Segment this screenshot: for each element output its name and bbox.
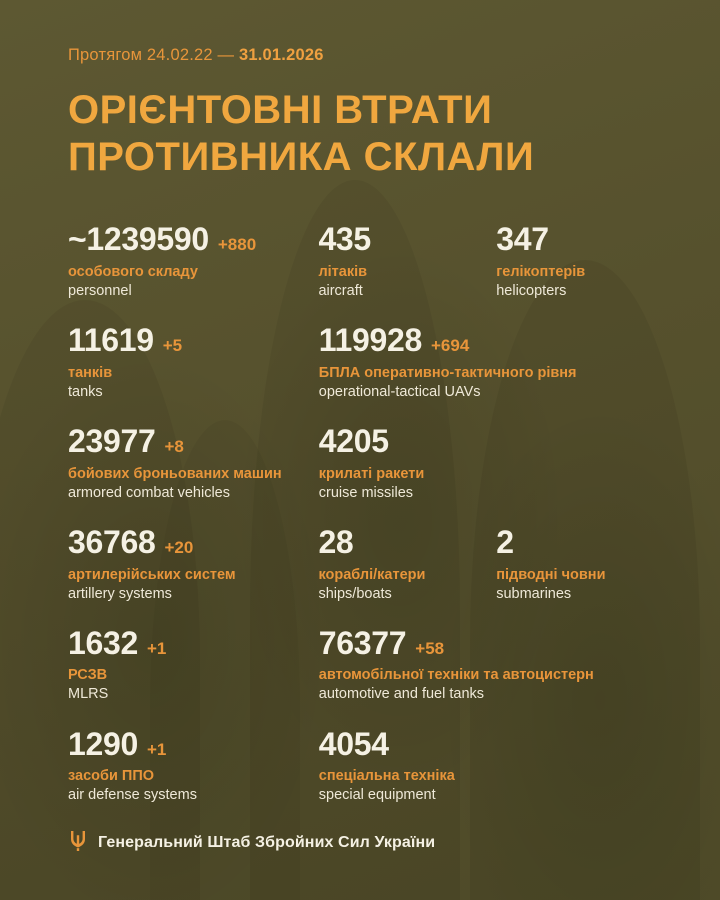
page-title-line-1: ОРІЄНТОВНІ ВТРАТИ	[68, 88, 493, 132]
stat-label-en: special equipment	[318, 787, 436, 804]
stat-value: 36768	[68, 523, 156, 560]
stat-label-en: cruise missiles	[318, 484, 414, 501]
stat-label-ua: гелікоптерів	[496, 263, 586, 280]
stats-row	[68, 725, 674, 805]
stat-submarines	[496, 523, 674, 603]
stat-label-ua: особового складу	[68, 263, 198, 280]
stat-tanks	[68, 324, 319, 401]
stat-label-en: operational-tactical UAVs	[318, 383, 481, 400]
stat-delta: +880	[217, 235, 257, 255]
dateline-date: 31.01.2026	[239, 46, 324, 64]
stat-value-row	[68, 523, 306, 560]
stat-value-row	[68, 324, 307, 358]
stat-label-en: submarines	[496, 585, 572, 602]
stat-helicopters	[496, 223, 674, 300]
stat-label-en: tanks	[68, 383, 103, 400]
stat-aircraft	[318, 223, 496, 300]
stat-label-en: air defense systems	[68, 787, 197, 804]
stat-label-ua: РСЗВ	[68, 667, 108, 684]
stat-value: 119928	[318, 322, 422, 359]
stat-label-ua: підводні човни	[496, 566, 606, 583]
stat-value: 76377	[318, 624, 407, 661]
stat-label-ua: спеціальна техніка	[318, 768, 455, 785]
stat-label-en: helicopters	[496, 283, 567, 300]
stat-value-row	[318, 523, 484, 560]
stat-value: 4054	[318, 725, 389, 762]
stat-value-row	[318, 624, 662, 661]
stat-label-ua: артилерійських систем	[68, 566, 236, 583]
trident-icon	[70, 830, 86, 856]
stat-delta: +8	[164, 437, 184, 457]
stat-automotive	[318, 624, 674, 704]
stat-value: 11619	[68, 322, 154, 359]
stat-value-row	[496, 223, 662, 257]
page-title	[68, 87, 674, 181]
footer	[68, 830, 674, 856]
stat-value: 4205	[318, 423, 389, 460]
stat-cruise-missiles	[319, 425, 674, 502]
stat-value: 347	[496, 221, 549, 258]
stat-label-ua: літаків	[318, 263, 368, 280]
stat-label-ua: кораблі/катери	[318, 566, 426, 583]
stats-row	[68, 425, 674, 502]
page-title-line-2: ПРОТИВНИКА СКЛАЛИ	[68, 135, 535, 180]
stat-mlrs	[68, 624, 319, 704]
stat-special-equipment	[318, 725, 674, 805]
stat-label-en: aircraft	[318, 283, 363, 300]
stat-delta: +20	[164, 537, 194, 557]
stat-value-row	[68, 223, 306, 257]
stat-delta: +694	[430, 336, 470, 356]
stat-value: 2	[496, 523, 514, 560]
stat-label-ua: засоби ППО	[68, 768, 155, 785]
stat-value-row	[319, 324, 662, 358]
stat-value: 23977	[68, 423, 156, 460]
stat-ships	[318, 523, 496, 603]
stat-label-ua: бойових броньованих машин	[68, 465, 282, 482]
stat-artillery	[68, 523, 318, 603]
footer-text: Генеральний Штаб Збройних Сил України	[98, 834, 436, 852]
stat-label-en: MLRS	[68, 686, 109, 703]
dateline-prefix: Протягом 24.02.22 —	[68, 46, 235, 64]
stat-value-row	[68, 425, 307, 459]
stat-label-en: armored combat vehicles	[68, 484, 230, 501]
stat-value: ~1239590	[68, 221, 209, 258]
stats-row	[68, 324, 674, 401]
stat-label-ua: БПЛА оперативно-тактичного рівня	[318, 364, 577, 381]
stat-label-en: automotive and fuel tanks	[318, 686, 485, 703]
stat-delta: +1	[147, 739, 167, 759]
stat-delta: +1	[147, 638, 167, 658]
stat-value: 28	[318, 523, 354, 560]
stat-label-en: artillery systems	[68, 585, 172, 602]
stat-value-row	[319, 425, 662, 459]
stat-label-ua: танків	[68, 364, 113, 381]
stat-label-en: personnel	[68, 283, 132, 300]
stat-value-row	[496, 523, 662, 560]
stat-value: 1290	[68, 725, 138, 762]
stat-value-row	[68, 624, 307, 661]
stat-label-ua: автомобільної техніки та автоцистерн	[318, 667, 594, 684]
stat-label-ua: крилаті ракети	[318, 465, 425, 482]
stat-value-row	[68, 725, 307, 762]
stats-row	[68, 223, 674, 300]
stat-uavs	[319, 324, 674, 401]
stat-armored-vehicles	[68, 425, 319, 502]
stat-value-row	[318, 223, 484, 257]
stat-delta: +5	[162, 336, 183, 356]
stat-value-row	[318, 725, 662, 762]
stat-value: 435	[318, 221, 371, 258]
stats-row	[68, 624, 674, 704]
stat-air-defense	[68, 725, 319, 805]
stat-value: 1632	[68, 624, 138, 661]
stat-personnel	[68, 223, 318, 300]
stats-grid	[68, 223, 674, 804]
stats-row	[68, 523, 674, 603]
stat-delta: +58	[415, 638, 445, 658]
stat-label-en: ships/boats	[318, 585, 392, 602]
dateline	[68, 46, 674, 65]
